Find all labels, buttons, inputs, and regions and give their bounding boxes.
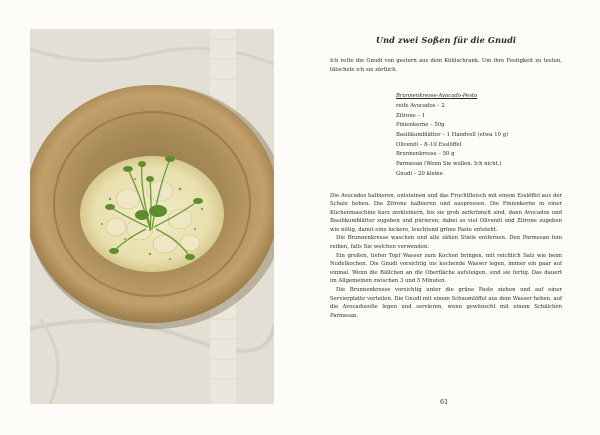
ingredient-item: Pinienkerne – 50g (396, 122, 445, 129)
recipe-text-column (330, 35, 562, 320)
method-paragraph-2: Die Brunnenkresse waschen und alle zähen Stiele entfernen. Den Parmesan fein reiben, falls Sie welchen verwenden. (330, 235, 562, 251)
ingredient-item: Olivenöl – 8–10 Esslöffel (396, 141, 462, 148)
ingredient-item: Basilikumblätter – 1 Handvoll (etwa 10 g) (396, 132, 509, 138)
page-number: 61 (440, 398, 449, 406)
ingredient-item: Zitrone – 1 (396, 112, 426, 119)
food-photo (30, 29, 274, 404)
method-paragraph-1: Die Avocados halbieren, entsteinen und das Fruchtfleisch mit einem Esslöffel aus der Schale heben. Die Zitrone halbieren und auspressen. Die Pinienkerne in einer Küchenmaschine kurz zerkleinern, bis sie grob zerkrümelt sind, dann Avocados und Basilikumblätter zugeben und pürieren; dabei so viel Olivenöl und Zitrone zugeben wie nötig, damit eine lockere, leuchtend grüne Paste entsteht. (330, 192, 562, 233)
page-heading: Und zwei Soßen für die Gnudi (375, 35, 517, 45)
method-paragraph-4: Die Brunnenkresse vorsichtig unter die grüne Paste ziehen und auf einer Servierplatte verteilen. Die Gnudi mit einem Schaumlöffel aus dem Wasser heben, auf die Avocadosoße legen und servieren, wenn gewünscht mit einem Schälchen Parmesan. (330, 287, 562, 319)
ingredient-item: Parmesan (Wenn Sie wollen. Ich nicht.) (396, 161, 502, 168)
ingredient-item: reife Avocados – 2 (396, 102, 445, 109)
gnudi-dish-illustration (30, 29, 274, 404)
recipe-title: Brunnenkresse-Avocado-Pesto (396, 93, 478, 100)
ingredient-item: Brunnenkresse – 50 g (396, 151, 455, 158)
intro-paragraph: Ich rette die Gnudi von gestern aus dem Kühlschrank. Um ihre Festigkeit zu testen, tätschele ich sie zärtlich. (330, 58, 562, 73)
ingredient-item: Gnudi – 20 kleine (396, 170, 443, 177)
ingredient-list (396, 92, 562, 179)
method-paragraph-3: Ein großen, tiefen Topf Wasser zum Kochen bringen, mit reichlich Salz wie beim Nudelkochen. Die Gnudi vorsichtig ins kochende Wasser legen, immer ein paar auf einmal. Wenn die Bällchen an die Oberfläche aufsteigen, sind sie fertig. Das dauert im Allgemeinen zwischen 3 und 5 Minuten. (330, 252, 562, 285)
